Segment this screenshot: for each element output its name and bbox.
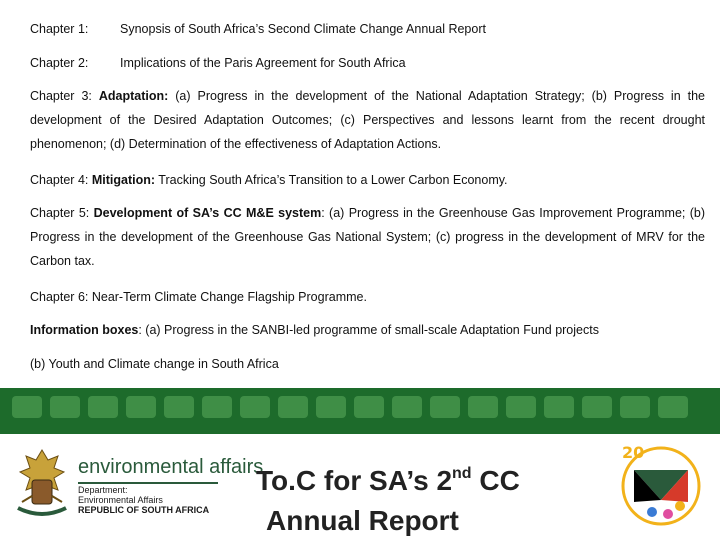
chapter-description: Chapter 6: Near-Term Climate Change Flagship Programme.	[30, 290, 367, 304]
chapter-prefix: Chapter 4:	[30, 173, 92, 187]
chapter-description: Tracking South Africa’s Transition to a Lower Carbon Economy.	[155, 173, 508, 187]
chapter-title: Implications of the Paris Agreement for South Africa	[120, 56, 406, 70]
chapter-label: Chapter 2:	[30, 56, 89, 70]
toc-information-boxes	[30, 318, 705, 342]
slide-title-line-1	[256, 454, 520, 501]
department-name: environmental affairs	[78, 456, 264, 478]
band-tile	[50, 396, 80, 418]
toc-information-box-b	[30, 352, 705, 376]
info-heading: Information boxes	[30, 323, 139, 337]
band-tile	[582, 396, 612, 418]
department-line: REPUBLIC OF SOUTH AFRICA	[78, 505, 210, 515]
chapter-title: Synopsis of South Africa’s Second Climate Change Annual Report	[120, 22, 486, 36]
chapter-label: Chapter 1:	[30, 22, 89, 36]
band-tile	[354, 396, 384, 418]
chapter-heading: Mitigation:	[91, 173, 156, 187]
band-tile	[202, 396, 232, 418]
info-description: : (a) Progress in the SANBI-led programme of small-scale Adaptation Fund projects	[138, 323, 599, 337]
info-description: (b) Youth and Climate change in South Africa	[30, 357, 279, 371]
band-tile	[392, 396, 422, 418]
chapter-prefix: Chapter 3:	[30, 89, 99, 103]
band-tile	[506, 396, 536, 418]
band-tile	[316, 396, 346, 418]
band-tile	[12, 396, 42, 418]
twenty-years-freedom-logo-icon	[616, 440, 706, 532]
band-tile	[544, 396, 574, 418]
title-text: CC	[471, 465, 520, 496]
decorative-green-band	[0, 388, 720, 434]
band-tile	[278, 396, 308, 418]
chapter-heading: Adaptation:	[98, 89, 169, 103]
chapter-description: (a) Progress in the development of the National Adaptation Strategy; (b) Progress in the development of the Desired Adaptation Outcomes; (c) Perspectives and lessons learnt from the recent drought phenomenon; (d) Determination of the effectiveness of Adaptation Actions.	[30, 89, 705, 151]
department-divider	[78, 482, 218, 484]
toc-chapter-3	[30, 84, 705, 156]
toc-chapter-1	[30, 22, 486, 36]
coat-of-arms-icon	[12, 446, 72, 526]
department-line: Environmental Affairs	[78, 495, 163, 505]
band-tile	[658, 396, 688, 418]
toc-chapter-2	[30, 56, 406, 70]
band-tile	[88, 396, 118, 418]
band-tile	[468, 396, 498, 418]
toc-chapter-5	[30, 201, 705, 273]
band-tile	[126, 396, 156, 418]
band-tile	[620, 396, 650, 418]
band-tiles	[12, 396, 688, 418]
band-tile	[430, 396, 460, 418]
slide-title	[256, 454, 520, 541]
toc-chapter-6	[30, 285, 705, 309]
department-line: Department:	[78, 485, 128, 495]
toc-chapter-4	[30, 168, 705, 192]
title-text: To.C for SA’s 2	[256, 465, 453, 496]
band-tile	[240, 396, 270, 418]
band-tile	[164, 396, 194, 418]
svg-text:20: 20	[622, 443, 645, 462]
chapter-heading: Development of SA’s CC M&E system	[93, 206, 322, 220]
department-subtitle	[78, 485, 209, 515]
chapter-prefix: Chapter 5:	[30, 206, 94, 220]
chapter-description: : (a) Progress in the Greenhouse Gas Improvement Programme; (b) Progress in the development of the Greenhouse Gas National System; (c) progress in the development of MRV for the Carbon tax.	[30, 206, 706, 268]
slide-title-line-2: Annual Report	[266, 505, 459, 536]
title-superscript: nd	[452, 465, 472, 482]
